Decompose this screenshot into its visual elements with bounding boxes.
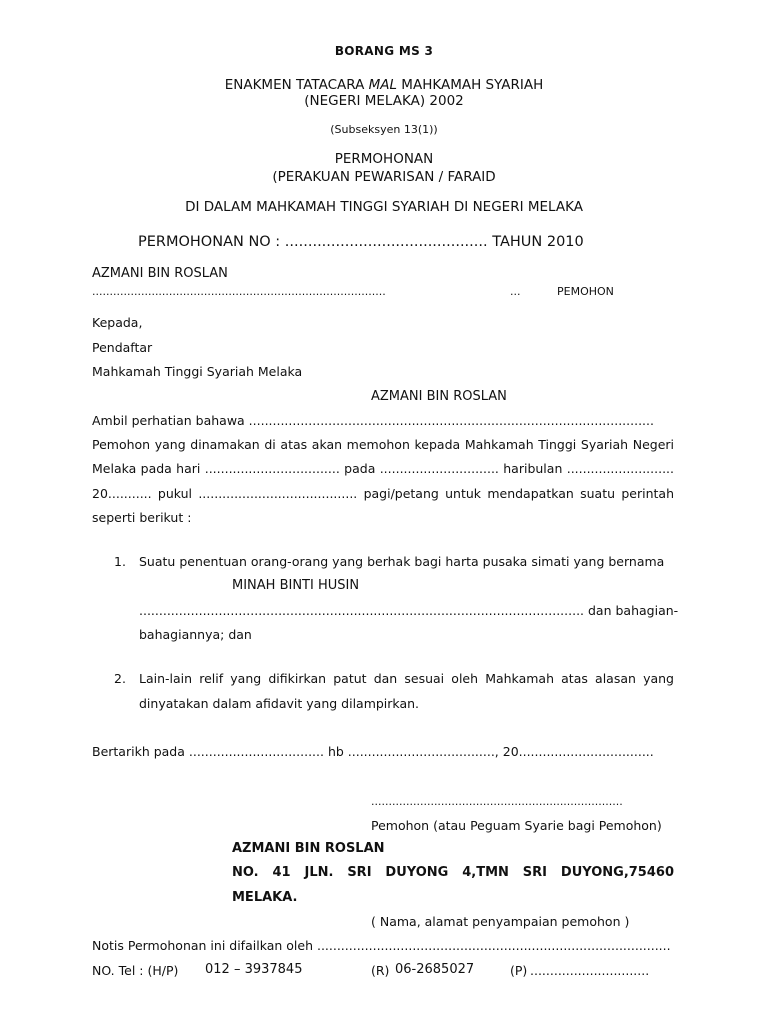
dated-line: Bertarikh pada .................................. hb ....................................., 20.................................. [92, 744, 654, 759]
item-2-line-2: dinyatakan dalam afidavit yang dilampirkan. [139, 696, 419, 711]
item-1-number: 1. [114, 554, 126, 569]
enactment-suffix: MAHKAMAH SYARIAH [397, 77, 544, 93]
item-1-line-1: Suatu penentuan orang-orang yang berhak bagi harta pusaka simati yang bernama [139, 554, 665, 569]
body-line-3: Melaka pada hari .................................. pada .............................. haribulan ........................... [92, 461, 674, 476]
deceased-name: MINAH BINTI HUSIN [232, 578, 360, 593]
body-line-5: seperti berikut : [92, 510, 192, 525]
service-address-line-2: MELAKA. [232, 890, 298, 905]
service-address-caption: ( Nama, alamat penyampaian pemohon ) [371, 914, 630, 929]
applicant-dots: .................................................................................... [92, 285, 386, 298]
subsection: (Subseksyen 13(1)) [330, 123, 438, 136]
doc-title: PERMOHONAN [334, 151, 434, 167]
phone-r-number: 06-2685027 [395, 962, 475, 977]
application-number: PERMOHONAN NO : ............................................ TAHUN 2010 [138, 234, 584, 250]
enactment-prefix: ENAKMEN TATACARA [224, 77, 369, 93]
form-code: BORANG MS 3 [334, 44, 434, 58]
signature-line: ........................................................................ [371, 795, 623, 808]
enactment-state: (NEGERI MELAKA) 2002 [304, 93, 464, 109]
filed-by-line: Notis Permohonan ini difailkan oleh ......................................................................................... [92, 938, 671, 953]
addressee-to: Kepada, [92, 315, 143, 330]
phone-label: NO. Tel : (H/P) [92, 963, 179, 978]
applicant-role: PEMOHON [557, 285, 614, 298]
court-name: DI DALAM MAHKAMAH TINGGI SYARIAH DI NEGERI MELAKA [185, 199, 583, 215]
applicant-name: AZMANI BIN ROSLAN [92, 266, 228, 281]
phone-hp: 012 – 3937845 [205, 962, 303, 977]
notice-line: Ambil perhatian bahawa ...................................................................................................... [92, 413, 654, 428]
item-2-number: 2. [114, 671, 126, 686]
applicant-dots-short: ... [510, 285, 521, 298]
signature-label: Pemohon (atau Peguam Syarie bagi Pemohon) [371, 818, 662, 833]
enactment-italic: MAL [368, 77, 398, 93]
body-line-2: Pemohon yang dinamakan di atas akan memohon kepada Mahkamah Tinggi Syariah Negeri [92, 437, 674, 452]
enactment-title [0, 77, 768, 93]
phone-r-label: (R) [371, 963, 390, 978]
applicant-name-repeat: AZMANI BIN ROSLAN [371, 389, 507, 404]
service-name: AZMANI BIN ROSLAN [232, 841, 385, 856]
item-2-line-1: Lain-lain relif yang difikirkan patut dan sesuai oleh Mahkamah atas alasan yang [139, 671, 674, 686]
item-1-line-3: ................................................................................................................ dan bahagian- [139, 603, 679, 618]
item-1-line-4: bahagiannya; dan [139, 627, 252, 642]
doc-subtitle: (PERAKUAN PEWARISAN / FARAID [272, 169, 496, 185]
addressee-registrar: Pendaftar [92, 340, 153, 355]
addressee-court: Mahkamah Tinggi Syariah Melaka [92, 364, 303, 379]
phone-p-label: (P) [510, 963, 528, 978]
phone-p-dots: .............................. [530, 963, 650, 978]
body-line-4: 20........... pukul ........................................ pagi/petang untuk mendapatkan suatu perintah [92, 486, 674, 501]
service-address-line-1: NO. 41 JLN. SRI DUYONG 4,TMN SRI DUYONG,75460 [232, 865, 674, 880]
